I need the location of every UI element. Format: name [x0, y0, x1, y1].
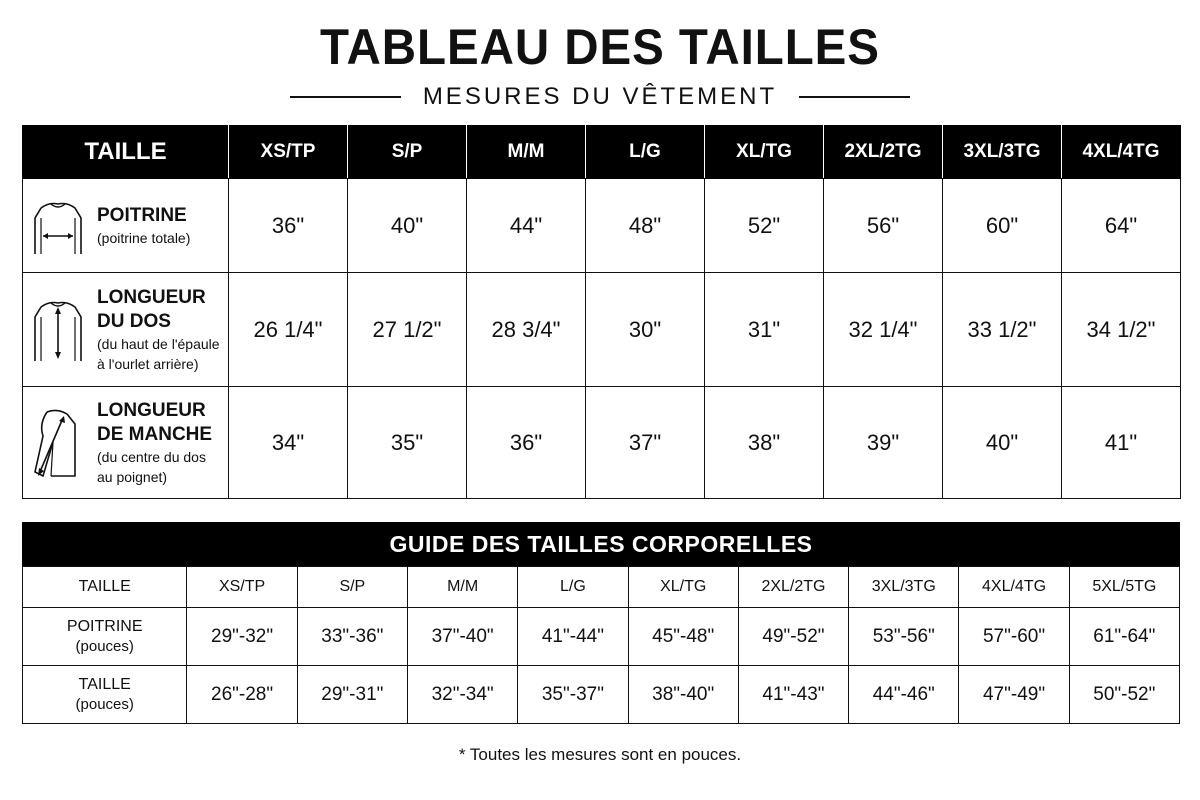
body-value-cell: 57"-60" — [959, 608, 1069, 666]
garment-size-header: XS/TP — [229, 126, 348, 179]
garment-value-cell: 26 1/4" — [229, 273, 348, 387]
measure-name: DU DOS — [97, 310, 171, 332]
measure-note: (du haut de l'épaule — [97, 335, 220, 352]
garment-value-cell: 60" — [943, 179, 1062, 273]
garment-value-cell: 38" — [705, 387, 824, 499]
subtitle-right-rule — [799, 96, 910, 98]
garment-value-cell: 31" — [705, 273, 824, 387]
measure-name: LONGUEUR — [97, 286, 206, 308]
garment-value-cell: 52" — [705, 179, 824, 273]
garment-value-cell: 34" — [229, 387, 348, 499]
body-size-header: 3XL/3TG — [849, 567, 959, 608]
garment-value-cell: 40" — [348, 179, 467, 273]
garment-row-chest — [23, 179, 1181, 273]
measure-name: POITRINE — [97, 204, 187, 226]
body-size-header: XL/TG — [628, 567, 738, 608]
body-value-cell: 50"-52" — [1069, 666, 1179, 724]
body-value-cell: 44"-46" — [849, 666, 959, 724]
garment-size-table — [22, 125, 1181, 499]
body-value-cell: 45"-48" — [628, 608, 738, 666]
garment-value-cell: 33 1/2" — [943, 273, 1062, 387]
measure-note: à l'ourlet arrière) — [97, 355, 199, 372]
measure-cell-chest — [23, 179, 229, 273]
garment-header-label: TAILLE — [23, 126, 229, 179]
garment-size-header: 2XL/2TG — [824, 126, 943, 179]
garment-size-header: M/M — [467, 126, 586, 179]
garment-value-cell: 32 1/4" — [824, 273, 943, 387]
garment-size-header: 3XL/3TG — [943, 126, 1062, 179]
body-value-cell: 47"-49" — [959, 666, 1069, 724]
body-row-note: (pouces) — [75, 696, 134, 713]
body-size-table — [22, 566, 1180, 724]
body-row-label: POITRINE — [66, 618, 143, 635]
body-size-header: 5XL/5TG — [1069, 567, 1179, 608]
garment-value-cell: 64" — [1062, 179, 1181, 273]
body-value-cell: 35"-37" — [518, 666, 628, 724]
garment-size-header: XL/TG — [705, 126, 824, 179]
page-subtitle: MESURES DU VÊTEMENT — [422, 83, 778, 110]
body-value-cell: 33"-36" — [297, 608, 407, 666]
body-row-waist — [23, 666, 1180, 724]
measure-cell-sleeve-length — [23, 387, 229, 499]
measure-cell-back-length — [23, 273, 229, 387]
subtitle-left-rule — [290, 96, 401, 98]
garment-size-header: S/P — [348, 126, 467, 179]
garment-value-cell: 30" — [586, 273, 705, 387]
body-value-cell: 38"-40" — [628, 666, 738, 724]
body-row-label-cell — [23, 666, 187, 724]
body-row-note: (pouces) — [75, 638, 134, 655]
body-row-chest — [23, 608, 1180, 666]
garment-value-cell: 36" — [467, 387, 586, 499]
body-row-label-cell — [23, 608, 187, 666]
garment-value-cell: 56" — [824, 179, 943, 273]
garment-value-cell: 41" — [1062, 387, 1181, 499]
body-size-header: L/G — [518, 567, 628, 608]
garment-size-header: L/G — [586, 126, 705, 179]
garment-value-cell: 37" — [586, 387, 705, 499]
body-value-cell: 41"-43" — [738, 666, 848, 724]
body-value-cell: 53"-56" — [849, 608, 959, 666]
garment-value-cell: 40" — [943, 387, 1062, 499]
shirt-back-length-icon — [29, 295, 87, 365]
garment-header-row — [23, 126, 1181, 179]
body-header-label: TAILLE — [23, 567, 187, 608]
body-value-cell: 41"-44" — [518, 608, 628, 666]
body-size-header: XS/TP — [187, 567, 297, 608]
body-row-label: TAILLE — [78, 676, 131, 693]
garment-value-cell: 28 3/4" — [467, 273, 586, 387]
body-value-cell: 49"-52" — [738, 608, 848, 666]
garment-value-cell: 34 1/2" — [1062, 273, 1181, 387]
body-header-row — [23, 567, 1180, 608]
shirt-chest-icon — [29, 196, 87, 256]
garment-row-back-length — [23, 273, 1181, 387]
garment-size-header: 4XL/4TG — [1062, 126, 1181, 179]
body-size-header: 2XL/2TG — [738, 567, 848, 608]
garment-value-cell: 39" — [824, 387, 943, 499]
body-value-cell: 29"-31" — [297, 666, 407, 724]
garment-row-sleeve-length — [23, 387, 1181, 499]
body-value-cell: 37"-40" — [407, 608, 517, 666]
measure-name: DE MANCHE — [97, 423, 213, 445]
measure-note: (poitrine totale) — [97, 229, 191, 246]
body-value-cell: 26"-28" — [187, 666, 297, 724]
garment-value-cell: 48" — [586, 179, 705, 273]
body-value-cell: 29"-32" — [187, 608, 297, 666]
body-guide-title: GUIDE DES TAILLES CORPORELLES — [22, 522, 1180, 566]
garment-value-cell: 36" — [229, 179, 348, 273]
body-value-cell: 32"-34" — [407, 666, 517, 724]
body-size-header: M/M — [407, 567, 517, 608]
measure-note: au poignet) — [97, 468, 168, 485]
measure-name: LONGUEUR — [97, 399, 206, 421]
page-title: TABLEAU DES TAILLES — [320, 19, 880, 75]
shirt-sleeve-length-icon — [29, 406, 87, 480]
body-value-cell: 61"-64" — [1069, 608, 1179, 666]
garment-value-cell: 35" — [348, 387, 467, 499]
body-size-header: S/P — [297, 567, 407, 608]
measure-note: (du centre du dos — [97, 448, 206, 465]
garment-value-cell: 44" — [467, 179, 586, 273]
footnote: * Toutes les mesures sont en pouces. — [458, 745, 742, 764]
subtitle-row — [290, 82, 910, 112]
body-size-header: 4XL/4TG — [959, 567, 1069, 608]
garment-value-cell: 27 1/2" — [348, 273, 467, 387]
